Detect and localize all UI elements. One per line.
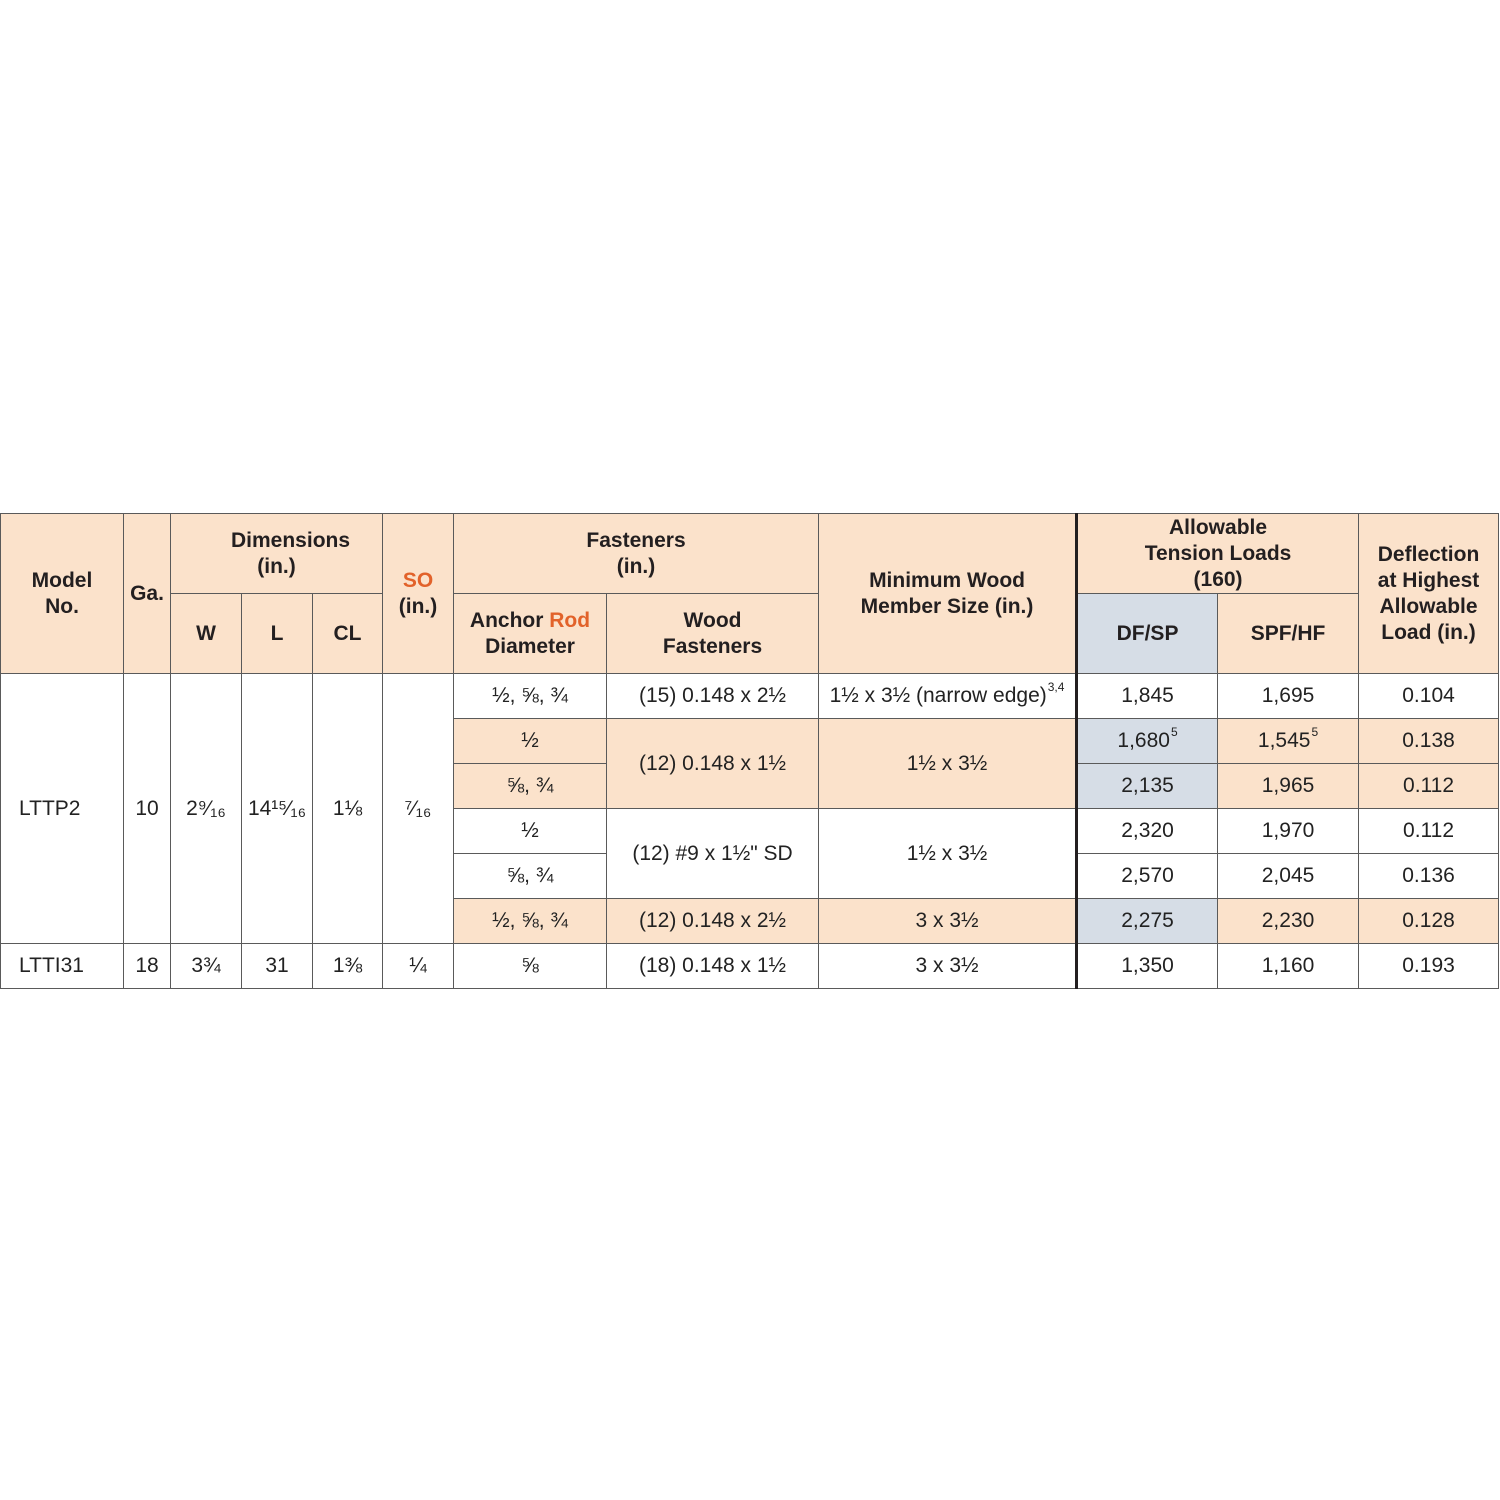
header-l: L: [242, 594, 313, 674]
deflection-cell: 0.128: [1359, 899, 1499, 944]
deflection-cell: 0.138: [1359, 719, 1499, 764]
table-row: [1, 674, 1499, 719]
load-table-wrapper: [0, 513, 1500, 989]
cl-lttp2: 1⅛: [313, 674, 383, 944]
cl-ltti31: 1⅜: [313, 944, 383, 989]
spfhf-cell: 1,160: [1218, 944, 1359, 989]
l-ltti31: 31: [242, 944, 313, 989]
header-dimensions: Dimensions (in.): [171, 514, 383, 594]
deflection-cell: 0.112: [1359, 809, 1499, 854]
deflection-cell: 0.136: [1359, 854, 1499, 899]
load-table: [0, 513, 1499, 989]
so-ltti31: ¼: [383, 944, 454, 989]
l-lttp2: 14¹⁵⁄₁₆: [242, 674, 313, 944]
so-lttp2: ⁷⁄₁₆: [383, 674, 454, 944]
anchor-cell: ½, ⅝, ¾: [454, 899, 607, 944]
header-so-label: SO: [402, 568, 434, 592]
wood-fastener-cell: (15) 0.148 x 2½: [607, 674, 819, 719]
min-wood-cell: 3 x 3½: [819, 944, 1077, 989]
dfsp-cell: 1,350: [1077, 944, 1218, 989]
anchor-cell: ½, ⅝, ¾: [454, 674, 607, 719]
footnote-ref: 3,4: [1047, 680, 1065, 694]
model-lttp2: LTTP2: [1, 674, 124, 944]
spfhf-cell: 1,970: [1218, 809, 1359, 854]
min-wood-cell: 3 x 3½: [819, 899, 1077, 944]
anchor-cell: ⅝, ¾: [454, 764, 607, 809]
header-anchor-word: Anchor: [469, 608, 544, 632]
dfsp-cell: [1077, 719, 1218, 764]
header-anchor: [454, 594, 607, 674]
wood-fastener-cell: (18) 0.148 x 1½: [607, 944, 819, 989]
ga-ltti31: 18: [124, 944, 171, 989]
header-w: W: [171, 594, 242, 674]
anchor-cell: ½: [454, 719, 607, 764]
dfsp-cell: 2,570: [1077, 854, 1218, 899]
w-ltti31: 3¾: [171, 944, 242, 989]
header-allowable: Allowable Tension Loads (160): [1077, 514, 1359, 594]
wood-fastener-cell: (12) 0.148 x 1½: [607, 719, 819, 809]
footnote-ref: 5: [1311, 725, 1319, 739]
header-diameter-word: Diameter: [485, 634, 575, 658]
deflection-cell: 0.193: [1359, 944, 1499, 989]
header-dfsp: DF/SP: [1077, 594, 1218, 674]
dfsp-value: 1,680: [1117, 729, 1170, 752]
spfhf-cell: 2,045: [1218, 854, 1359, 899]
header-rod-word: Rod: [549, 608, 591, 632]
wood-fastener-cell: (12) 0.148 x 2½: [607, 899, 819, 944]
table-row: [1, 944, 1499, 989]
header-model: Model No.: [1, 514, 124, 674]
spfhf-cell: [1218, 719, 1359, 764]
header-so-unit: (in.): [398, 594, 438, 618]
header-min-wood: Minimum Wood Member Size (in.): [819, 514, 1077, 674]
anchor-cell: ⅝: [454, 944, 607, 989]
spfhf-cell: 2,230: [1218, 899, 1359, 944]
w-lttp2: 2⁹⁄₁₆: [171, 674, 242, 944]
header-wood-fasteners: Wood Fasteners: [607, 594, 819, 674]
deflection-cell: 0.112: [1359, 764, 1499, 809]
header-fasteners: Fasteners (in.): [454, 514, 819, 594]
header-ga: Ga.: [124, 514, 171, 674]
min-wood-cell: 1½ x 3½: [819, 719, 1077, 809]
ga-lttp2: 10: [124, 674, 171, 944]
dfsp-cell: 2,275: [1077, 899, 1218, 944]
min-wood-cell: [819, 674, 1077, 719]
model-ltti31: LTTI31: [1, 944, 124, 989]
dfsp-cell: 2,320: [1077, 809, 1218, 854]
min-wood-text: 1½ x 3½ (narrow edge): [829, 684, 1047, 707]
dfsp-cell: 2,135: [1077, 764, 1218, 809]
header-deflection: Deflection at Highest Allowable Load (in.): [1359, 514, 1499, 674]
deflection-cell: 0.104: [1359, 674, 1499, 719]
header-spfhf: SPF/HF: [1218, 594, 1359, 674]
min-wood-cell: 1½ x 3½: [819, 809, 1077, 899]
footnote-ref: 5: [1170, 725, 1178, 739]
anchor-cell: ½: [454, 809, 607, 854]
spfhf-cell: 1,695: [1218, 674, 1359, 719]
spfhf-value: 1,545: [1257, 729, 1311, 752]
header-so: [383, 514, 454, 674]
wood-fastener-cell: (12) #9 x 1½" SD: [607, 809, 819, 899]
spfhf-cell: 1,965: [1218, 764, 1359, 809]
dfsp-cell: 1,845: [1077, 674, 1218, 719]
anchor-cell: ⅝, ¾: [454, 854, 607, 899]
header-cl: CL: [313, 594, 383, 674]
